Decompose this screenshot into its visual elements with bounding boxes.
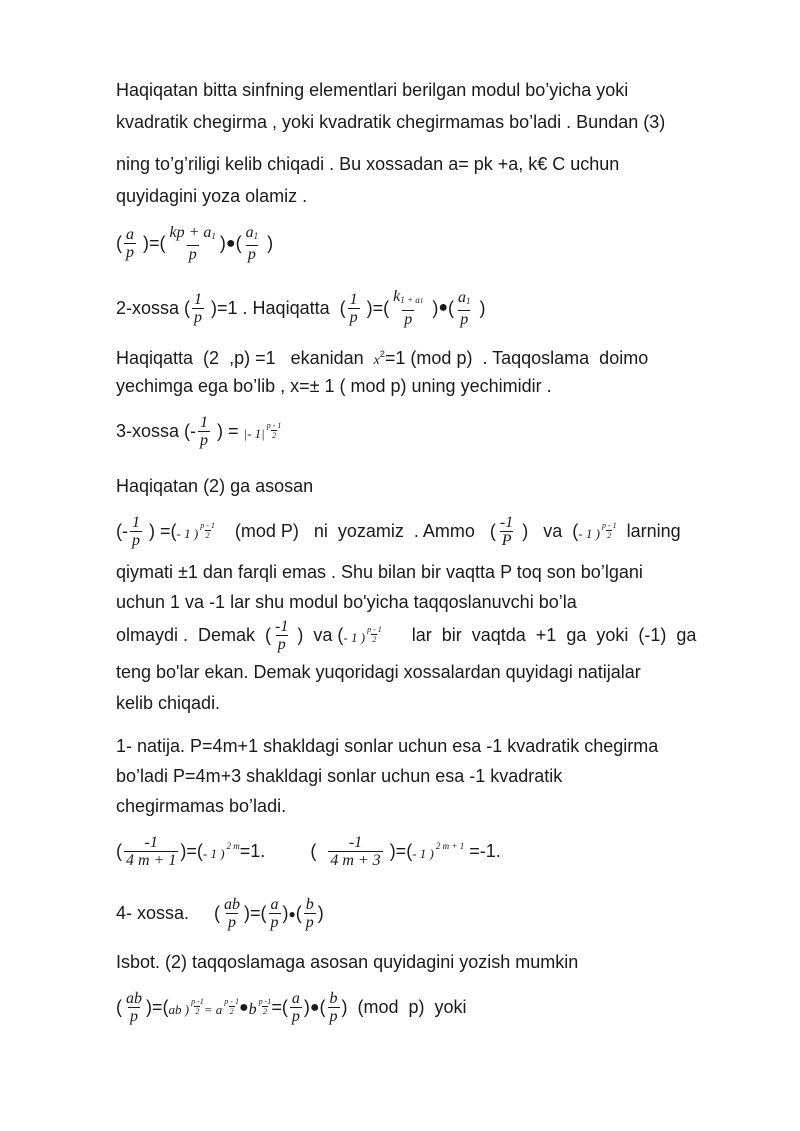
numerator: 1 [200, 414, 209, 431]
denominator: 4 m + 1 [126, 852, 177, 869]
denominator: p [247, 246, 256, 263]
math-text: ) [282, 903, 289, 923]
math-text: )=( [384, 841, 413, 861]
subscript: 1 [465, 295, 471, 306]
denominator: p [132, 532, 140, 549]
math-text: ) [219, 233, 226, 253]
paragraph-line: yechimga ega bo’lib , x=± 1 ( mod p) uning yechimidir . [116, 376, 552, 396]
math-text: (- [116, 521, 128, 541]
paren: ( [295, 903, 302, 923]
bullet-operator: ● [438, 299, 448, 316]
exponent-fraction [602, 521, 617, 540]
paragraph-line: bo’ladi P=4m+3 shakldagi sonlar uchun esa -1 kvadratik [116, 766, 563, 786]
math-text: 4- xossa. ( [116, 903, 221, 923]
numerator: ab [126, 990, 142, 1007]
power-base: - 1 ) [578, 526, 600, 541]
fraction [269, 896, 281, 931]
exponent-denominator: 2 [195, 1007, 200, 1016]
paren: ( [447, 297, 454, 318]
numerator: 1 [349, 290, 358, 308]
power-base: - 1 ) [343, 630, 366, 645]
formula-property-2 [116, 288, 485, 328]
power-base: - 1 ) [176, 526, 199, 541]
denominator: p [126, 244, 134, 261]
power [412, 841, 464, 862]
fraction [304, 896, 316, 931]
fraction [328, 834, 382, 869]
denominator: P [501, 532, 512, 549]
fraction [130, 514, 142, 549]
power-base: |- 1| [243, 426, 265, 441]
exponent-denominator: 2 [272, 431, 277, 440]
paren: ( [319, 997, 326, 1017]
exponent: 2 m + 1 [435, 841, 465, 851]
exponent-denominator: 2 [229, 1007, 234, 1016]
denominator: 4 m + 3 [330, 852, 381, 869]
math-text: (mod P) ni yozamiz . Ammo ( [214, 521, 496, 541]
power [204, 997, 239, 1018]
math-text: ) [303, 997, 310, 1017]
fraction [198, 414, 210, 449]
power-base: ab ) [168, 1002, 190, 1017]
exponent-denominator: 2 [205, 531, 210, 540]
power [177, 521, 215, 542]
math-text: lar bir vaqtda +1 ga yoki (-1) ga [381, 625, 697, 645]
exponent-numerator: p -1 [258, 996, 272, 1006]
text-run: =1 (mod p) . Taqqoslama doimo [384, 348, 649, 368]
formula-legendre-a [116, 224, 273, 263]
paragraph-line: uchun 1 va -1 lar shu modul bo'yicha taqqoslanuvchi bo’la [116, 592, 577, 612]
math-text: )=( [244, 903, 267, 923]
math-text: ) [427, 297, 439, 318]
fraction [498, 514, 515, 549]
math-text: ( [265, 841, 327, 861]
math-text: ) va ( [517, 521, 579, 541]
power [249, 997, 272, 1019]
numerator: a [245, 224, 254, 241]
paren: ( [116, 233, 122, 253]
paragraph-line: Haqiqatan (2) ga asosan [116, 476, 314, 496]
subscript: 1 [211, 231, 216, 241]
numerator: -1 [348, 834, 363, 851]
power [203, 841, 240, 862]
numerator: 1 [132, 514, 140, 531]
paragraph-line: 1- natija. P=4m+1 shakldagi sonlar uchun esa -1 kvadratik chegirma [116, 736, 659, 756]
power [343, 625, 381, 646]
exponent-numerator: p -1 [191, 997, 204, 1006]
paragraph-line: teng bo'lar ekan. Demak yuqoridagi xossalardan quyidagi natijalar [116, 662, 641, 682]
exponent-fraction [259, 997, 272, 1016]
math-text: larning [616, 521, 681, 541]
superscript: 2 [379, 349, 385, 359]
power-base: b [248, 1000, 257, 1018]
numerator: 1 [194, 290, 203, 308]
formula-property-4 [116, 896, 324, 931]
paragraph-line: ning to’g’riligi kelib chiqadi . Bu xossadan a= pk +a, k€ C uchun [116, 154, 620, 174]
denominator: p [305, 914, 314, 931]
numerator: a [457, 288, 466, 306]
exponent: 2 m [226, 841, 240, 851]
math-text: 2-xossa ( [116, 297, 191, 318]
power [244, 421, 282, 442]
math-text: ) =( [144, 521, 177, 541]
exponent-denominator: 2 [372, 635, 377, 644]
denominator: p [228, 914, 237, 931]
paragraph-line [116, 342, 740, 373]
exponent-fraction [200, 521, 215, 540]
paren: ) [262, 233, 274, 253]
numerator: a [270, 896, 279, 913]
numerator: a [291, 990, 300, 1007]
denominator: p [460, 310, 469, 328]
power [169, 997, 204, 1018]
exponent-denominator: 2 [262, 1006, 267, 1016]
fraction [168, 224, 218, 263]
bullet-operator: ● [238, 998, 249, 1016]
numerator: -1 [275, 618, 289, 635]
exponent-denominator: 2 [607, 531, 612, 540]
math-text: )=( [146, 997, 169, 1017]
bullet-operator: ● [309, 998, 320, 1016]
power [578, 521, 616, 542]
subscript: 1 [253, 231, 259, 241]
fraction [290, 990, 302, 1025]
math-var: x [373, 353, 380, 368]
numerator: kp + a [169, 224, 212, 241]
formula-line-5 [116, 618, 696, 653]
paragraph-line: kelib chiqadi. [116, 693, 221, 713]
paragraph-line: Haqiqatan bitta sinfning elementlari berilgan modul bo’yicha yoki [116, 80, 629, 100]
math-text: 3-xossa (- [116, 421, 197, 441]
subscript: 1 [419, 297, 424, 305]
paragraph-line: Isbot. (2) taqqoslamaga asosan quyidagini yozish mumkin [116, 952, 579, 972]
math-text: ) va ( [292, 625, 344, 645]
exponent-numerator: p - 1 [266, 421, 282, 430]
exponent-numerator: p - 1 [200, 521, 215, 530]
paren: ) [317, 903, 324, 923]
numerator: b [305, 896, 314, 913]
paragraph-line: qiymati ±1 dan farqli emas . Shu bilan bir vaqtta P toq son bo’lgani [116, 562, 643, 582]
subscript: 1 + a [400, 295, 420, 305]
paren: ( [116, 997, 122, 1017]
exponent-fraction [191, 997, 204, 1016]
exponent-fraction [267, 421, 282, 440]
fraction [124, 834, 178, 869]
exponent-numerator: p - 1 [601, 521, 617, 530]
numerator: k [393, 288, 401, 305]
fraction [348, 291, 360, 326]
denominator: p [404, 311, 413, 328]
fraction [456, 289, 473, 328]
denominator: p [270, 914, 279, 931]
formula-property-3 [116, 414, 281, 449]
denominator: p [291, 1008, 300, 1025]
math-text: )=( [361, 297, 390, 318]
paragraph-line: quyidagini yoza olamiz . [116, 186, 308, 206]
fraction [244, 224, 261, 263]
bullet-operator: ● [225, 234, 236, 252]
fraction [192, 291, 204, 326]
denominator: p [277, 636, 286, 653]
math-text: =1. [239, 841, 266, 861]
numerator: ab [224, 896, 241, 913]
paren: ( [235, 233, 242, 253]
denominator: p [349, 308, 358, 326]
denominator: p [200, 432, 209, 449]
fraction [273, 618, 290, 653]
exponent-numerator: p - 1 [224, 997, 239, 1006]
math-text: ) (mod p) yoki [341, 997, 467, 1017]
power-base: = a [203, 1002, 223, 1017]
power-base: - 1 ) [412, 846, 434, 861]
math-text: ) = [212, 421, 244, 441]
paragraph-line: kvadratik chegirma , yoki kvadratik chegirmamas bo’ladi . Bundan (3) [116, 112, 666, 132]
paragraph-line: chegirmamas bo’ladi. [116, 796, 287, 816]
math-text: )=1 . Haqiqatta ( [206, 297, 346, 318]
fraction [124, 990, 144, 1025]
numerator: -1 [144, 834, 158, 851]
math-text: )=( [138, 233, 166, 253]
numerator: -1 [499, 514, 514, 531]
formula-proof [116, 990, 467, 1025]
fraction [391, 288, 425, 328]
denominator: p [188, 246, 197, 263]
fraction [328, 990, 340, 1025]
math-text: olmaydi . Demak ( [116, 625, 272, 645]
exponent-fraction [224, 997, 239, 1016]
fraction [124, 226, 136, 261]
numerator: a [126, 226, 134, 243]
bullet-operator: ● [288, 906, 296, 921]
fraction [222, 896, 242, 931]
math-text: )=( [180, 841, 203, 861]
power-base: - 1 ) [202, 846, 225, 861]
formula-line-4 [116, 514, 681, 549]
denominator: p [130, 1008, 138, 1025]
denominator: p [329, 1008, 338, 1025]
denominator: p [194, 308, 203, 326]
math-text: =-1. [464, 841, 501, 861]
paren: ) [474, 297, 486, 318]
numerator: b [329, 990, 338, 1007]
paren: ( [116, 841, 122, 861]
exponent-numerator: p - 1 [367, 625, 382, 634]
math-text: =( [271, 997, 288, 1017]
formula-corollary [116, 834, 501, 869]
exponent-fraction [367, 625, 382, 644]
text-run: Haqiqatta (2 ,p) =1 ekanidan [116, 348, 374, 368]
